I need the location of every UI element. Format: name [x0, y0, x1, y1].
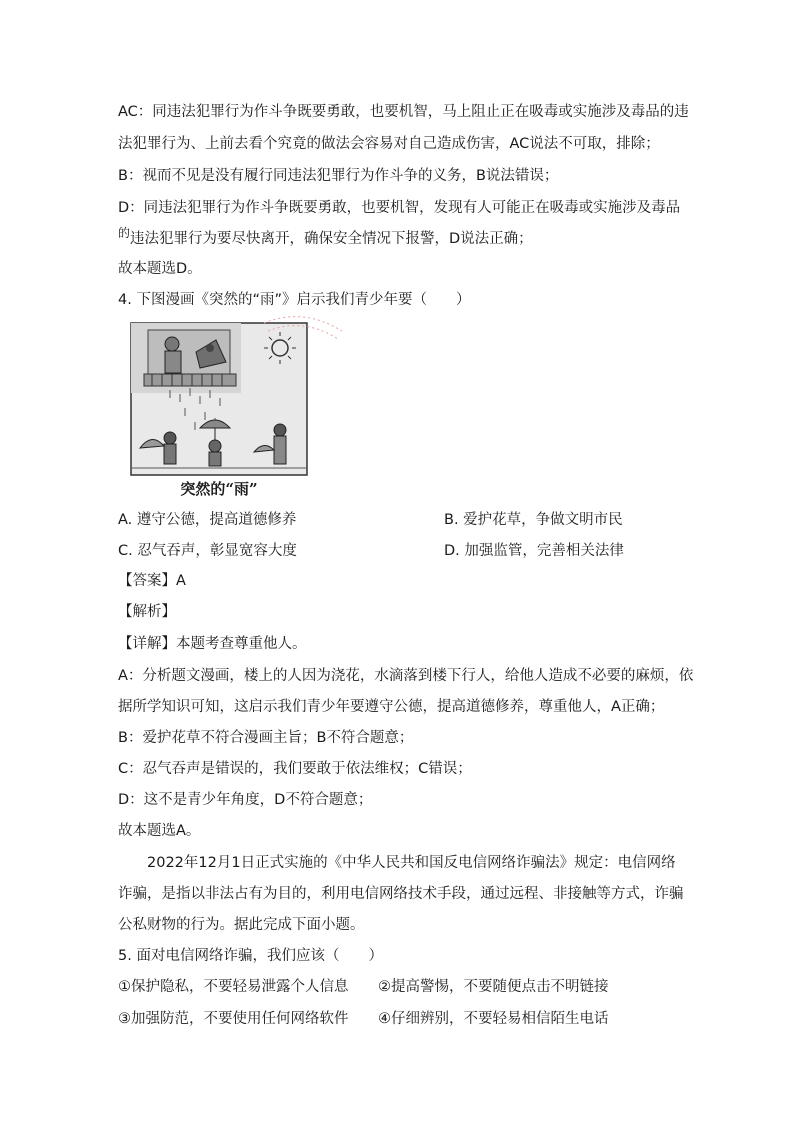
analysis-d-prefix: 的: [118, 226, 131, 240]
q5-option-4: ④仔细辨别，不要轻易相信陌生电话: [378, 1011, 609, 1027]
q4-option-d: D. 加强监管，完善相关法律: [444, 543, 624, 559]
question-4-stem: 4. 下图漫画《突然的“雨”》启示我们青少年要（ ）: [118, 292, 471, 308]
analysis-ac-line1: AC：同违法犯罪行为作斗争既要勇敢，也要机智，马上阻止正在吸毒或实施涉及毒品的违: [118, 104, 689, 120]
material-line3: 公私财物的行为。据此完成下面小题。: [118, 917, 365, 933]
q4-option-a: A. 遵守公德，提高道德修养: [118, 512, 297, 528]
analysis-b-line: B：视而不见是没有履行同违法犯罪行为作斗争的义务，B说法错误；: [118, 168, 559, 184]
material-line1: 2022年12月1日正式实施的《中华人民共和国反电信网络诈骗法》规定：电信网络: [147, 855, 676, 871]
stamp-watermark: [258, 313, 348, 353]
analysis-d-line2: [118, 226, 533, 249]
analysis-conclusion: 故本题选D。: [118, 261, 202, 277]
q5-option-2: ②提高警惕，不要随便点击不明链接: [378, 979, 609, 995]
q4-answer: 【答案】A: [118, 573, 186, 589]
material-line2: 诈骗，是指以非法占有为目的，利用电信网络技术手段，通过远程、非接触等方式，诈骗: [118, 886, 684, 902]
q4-a-line1: A：分析题文漫画，楼上的人因为浇花，水滴落到楼下行人，给他人造成不必要的麻烦，依: [118, 668, 694, 684]
q4-analysis-label: 【解析】: [118, 604, 176, 620]
q4-option-c: C. 忍气吞声，彰显宽容大度: [118, 543, 297, 559]
q4-option-b: B. 爱护花草，争做文明市民: [444, 512, 623, 528]
analysis-ac-line2: 法犯罪行为、上前去看个究竟的做法会容易对自己造成伤害，AC说法不可取，排除；: [118, 136, 660, 152]
q4-c-line: C：忍气吞声是错误的，我们要敢于依法维权；C错误；: [118, 761, 472, 777]
q5-option-3: ③加强防范，不要使用任何网络软件: [118, 1011, 349, 1027]
q4-b-line: B：爱护花草不符合漫画主旨；B不符合题意；: [118, 730, 414, 746]
q4-detail: 【详解】本题考查尊重他人。: [118, 636, 307, 652]
cartoon-caption: 突然的“雨”: [180, 480, 258, 498]
question-5-stem: 5. 面对电信网络诈骗，我们应该（ ）: [118, 948, 383, 964]
analysis-d-text: 违法犯罪行为要尽快离开，确保安全情况下报警，D说法正确；: [130, 231, 533, 247]
q4-a-line2: 据所学知识可知，这启示我们青少年要遵守公德，提高道德修养，尊重他人，A正确；: [118, 699, 665, 715]
analysis-d-line1: D：同违法犯罪行为作斗争既要勇敢，也要机智，发现有人可能正在吸毒或实施涉及毒品: [118, 200, 681, 216]
q4-conclusion: 故本题选A。: [118, 823, 201, 839]
q4-d-line: D：这不是青少年角度，D不符合题意；: [118, 792, 373, 808]
q5-option-1: ①保护隐私，不要轻易泄露个人信息: [118, 979, 349, 995]
